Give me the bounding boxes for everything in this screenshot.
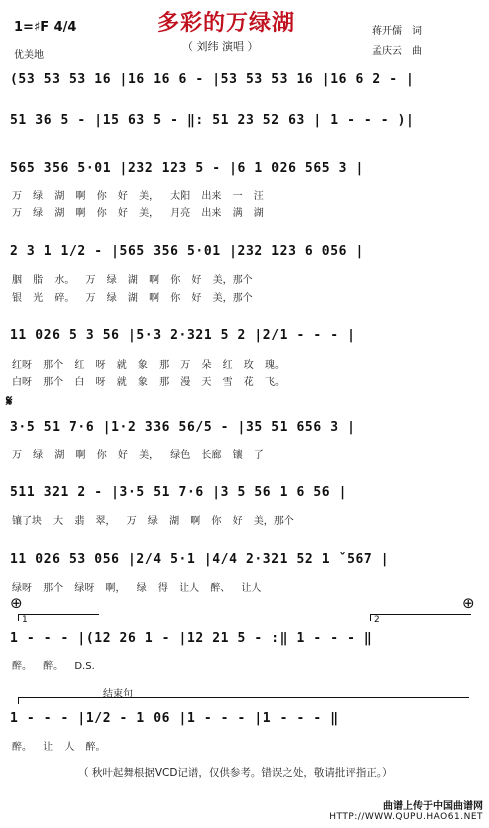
- ending-bracket: [18, 697, 469, 704]
- lyric-line-5b: 白呀 那个 白 呀 就 象 那 漫 天 雪 花 飞。: [12, 377, 285, 388]
- segno-sign: 𝄋: [6, 392, 13, 410]
- lyric-line-6: 万 绿 湖 啊 你 好 美， 绿色 长廊 镶 了: [12, 450, 264, 461]
- score-line-4: 2 3 1 1/2 - |565 356 5·01 |232 123 6 056 |: [10, 244, 364, 259]
- score-line-7: 511 321 2 - |3·5 51 7·6 |3 5 56 1 6 56 |: [10, 485, 348, 500]
- ending-label: 结束句: [103, 689, 133, 700]
- lyric-line-3a: 万 绿 湖 啊 你 好 美， 太阳 出来 一 汪: [12, 191, 264, 202]
- score-line-8: 11 026 53 056 |2/4 5·1 |4/4 2·321 52 1 ˇ567 |: [10, 552, 390, 567]
- score-line-9: 1 - - - |(12 26 1 - |12 21 5 - :‖ 1 - - - ‖: [10, 631, 373, 646]
- lyric-line-9: 醉。 醉。 D.S.: [12, 661, 95, 672]
- lyric-line-3b: 万 绿 湖 啊 你 好 美， 月亮 出来 满 湖: [12, 208, 264, 219]
- site-brand[interactable]: 曲谱上传于中国曲谱网: [383, 801, 483, 812]
- volta-number-1: 1: [22, 615, 28, 625]
- footnote: （ 秋叶起舞根据VCD记谱，仅供参考。错误之处，敬请批评指正。）: [78, 767, 393, 779]
- site-url[interactable]: HTTP://WWW.QUPU.HAO61.NET: [329, 812, 483, 822]
- score-line-5: 11 026 5 3 56 |5·3 2·321 5 2 |2/1 - - - |: [10, 328, 356, 343]
- lyric-line-8: 绿呀 那个 绿呀 啊， 绿 得 让人 醉、 让人: [12, 583, 262, 594]
- score-line-10: 1 - - - |1/2 - 1 06 |1 - - - |1 - - - ‖: [10, 711, 339, 726]
- score-line-2: 51 36 5 - |15 63 5 - ‖: 51 23 52 63 | 1 - - - )|: [10, 113, 415, 128]
- coda-sign-right: ⊕: [462, 594, 475, 612]
- title: 多彩的万绿湖: [157, 11, 296, 36]
- lyric-line-10: 醉。 让 人 醉。: [12, 742, 106, 753]
- coda-sign-left: ⊕: [10, 594, 23, 612]
- volta-bracket-2: [370, 614, 471, 621]
- lyricist: 蒋开儒 词: [372, 26, 422, 37]
- volta-bracket-1: [18, 614, 99, 621]
- volta-number-2: 2: [374, 615, 380, 625]
- lyric-line-7: 镶了块 大 翡 翠， 万 绿 湖 啊 你 好 美，那个: [12, 516, 294, 527]
- lyric-line-4a: 胭 脂 水。 万 绿 湖 啊 你 好 美，那个: [12, 275, 253, 286]
- score-line-1: (53 53 53 16 |16 16 6 - |53 53 53 16 |16 6 2 - |: [10, 72, 415, 87]
- tempo-marking: 优美地: [14, 50, 44, 61]
- score-line-6: 3·5 51 7·6 |1·2 336 56/5 - |35 51 656 3 |: [10, 420, 356, 435]
- key-signature: 1=♯F 4/4: [14, 20, 77, 35]
- lyric-line-5a: 红呀 那个 红 呀 就 象 那 万 朵 红 玫 瑰。: [12, 360, 285, 371]
- composer: 孟庆云 曲: [372, 46, 422, 57]
- singer: （ 刘纬 演唱 ）: [182, 40, 259, 53]
- lyric-line-4b: 银 光 碎。 万 绿 湖 啊 你 好 美，那个: [12, 293, 253, 304]
- score-line-3: 565 356 5·01 |232 123 5 - |6 1 026 565 3 |: [10, 161, 364, 176]
